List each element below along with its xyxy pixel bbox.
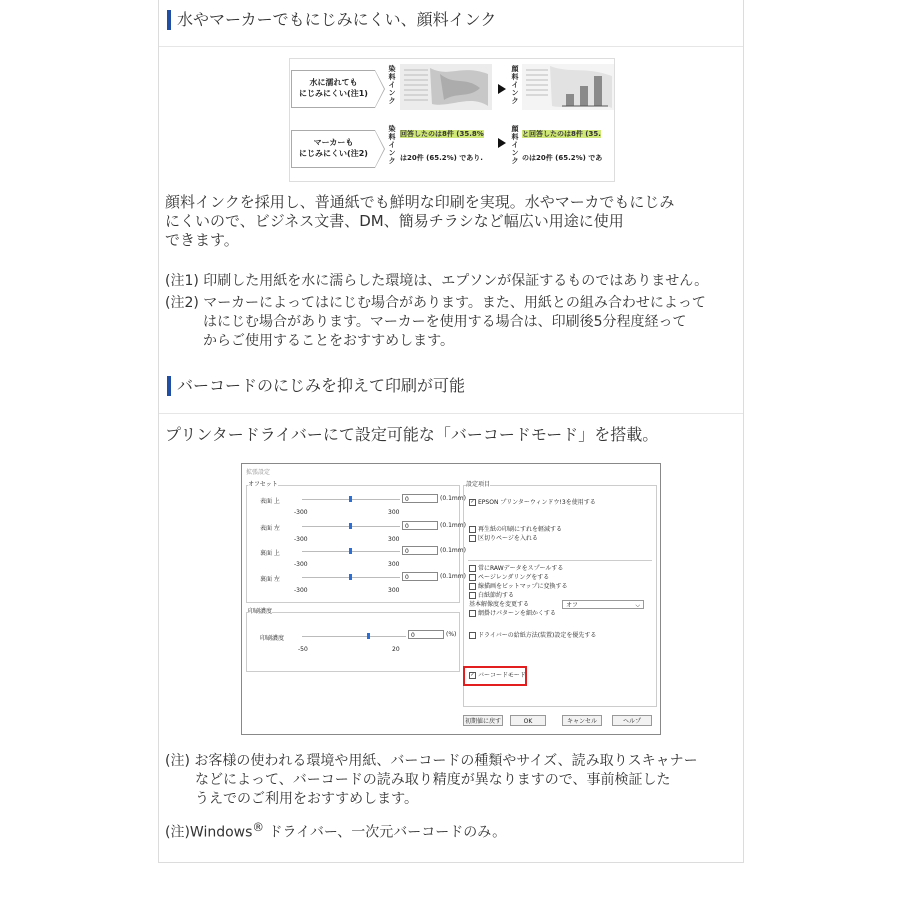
tag-line: 水に濡れても [309,78,358,87]
cancel-button[interactable]: キャンセル [562,715,602,726]
barcode-mode-description: プリンタードライバーにて設定可能な「バーコードモード」を搭載。 [165,425,659,444]
row-label: 裏面 上 [260,550,280,557]
checkbox-label: 再生紙の印刷にすれを軽減する [478,526,563,533]
checkbox-label: ドライバーの給紙方法(装置)設定を優先する [478,632,597,639]
note-line: (注) お客様の使われる環境や用紙、バーコードの種類やサイズ、読み取りスキャナー [165,753,698,769]
unit-label: (0.1mm) [440,573,466,580]
density-group-label: 印刷濃度 [248,608,273,615]
content-panel [158,0,744,863]
offset-value-input[interactable]: 0 [402,572,438,581]
reset-defaults-button[interactable]: 初期値に戻す [463,715,503,726]
row-label: 表面 左 [260,525,280,532]
heading-accent-bar [167,10,171,30]
slider-min: -300 [294,509,308,516]
dialog-title: 拡張設定 [246,469,271,476]
note-line: などによって、バーコードの読み取り精度が異なりますので、事前検証した [195,772,671,788]
separator-page-checkbox[interactable] [469,535,538,543]
resolution-label: 基本解像度を変更する [469,601,530,608]
select-value: オフ [566,602,578,609]
density-slider[interactable] [302,636,406,637]
checkbox-checked-icon: ✓ [470,499,475,505]
smudged-text-image [400,64,492,110]
driver-feed-checkbox[interactable] [469,632,596,640]
density-group [246,612,460,672]
note-line: うえでのご利用をおすすめします。 [195,791,419,807]
row-label: 裏面 左 [260,576,280,583]
slider-min: -50 [298,646,308,653]
heading-text: 水やマーカーでもにじみにくい、顔料インク [177,10,497,29]
note-marker [165,294,706,351]
checkbox-icon [469,632,476,639]
checkbox-label: バーコードモード [478,672,526,679]
tag-line: にじみにくい(注2) [299,149,368,158]
offset-value-input[interactable]: 0 [402,521,438,530]
checkbox-label: 白紙節約する [478,592,515,599]
row-label: 表面 上 [260,498,280,505]
slider-min: -300 [294,536,308,543]
checkbox-label: EPSON プリンターウィンドウ!3を使用する [478,499,596,506]
offset-group-label: オフセット [248,481,278,488]
checkbox-icon [469,535,476,542]
paragraph-line: にくいので、ビジネス文書、DM、簡易チラシなど幅広い用途に使用 [165,212,624,230]
marker-comparison-row [290,121,614,177]
unit-label: (0.1mm) [440,547,466,554]
paragraph-line: できます。 [165,231,239,249]
help-button[interactable]: ヘルプ [612,715,652,726]
slider-min: -300 [294,587,308,594]
checkbox-icon [469,574,476,581]
checkbox-label: 網掛けパターンを細かくする [478,610,556,617]
skip-blank-checkbox[interactable] [469,592,514,600]
heading-accent-bar [167,376,171,396]
water-comparison-row [290,61,614,117]
note-line: (注2) マーカーによってはにじむ場合があります。また、用紙との組み合わせによって [165,295,706,311]
checkbox-icon [469,610,476,617]
note-barcode-accuracy [165,752,698,809]
note-windows-only [165,818,506,843]
note-line: からご使用することをおすすめします。 [203,333,455,349]
slider-max: 20 [392,646,400,653]
section-heading-pigment-ink [163,9,496,31]
section-heading-barcode [163,375,465,397]
note-text: ドライバー、一次元バーコードのみ。 [264,824,507,841]
checkbox-checked-icon: ✓ [470,672,475,678]
note-text: (注)Windows [165,824,253,841]
dye-body-text: は20件 (65.2%) であり. [400,154,483,162]
unit-label: (0.1mm) [440,495,466,502]
checkbox-icon [469,565,476,572]
settings-group-label: 設定項目 [466,481,491,488]
slider-max: 300 [388,587,400,594]
slider-max: 300 [388,561,400,568]
dye-ink-label: 染料インク [388,65,396,105]
checkbox-label: ページレンダリングをする [478,574,550,581]
arrow-right-icon [498,84,506,94]
checkbox-label: 区切りページを入れる [478,535,538,542]
unit-label: (%) [446,631,457,638]
checkbox-icon [469,592,476,599]
barcode-mode-checkbox[interactable] [469,672,526,680]
arrow-right-icon [498,138,506,148]
offset-value-input[interactable]: 0 [402,546,438,555]
tag-line: にじみにくい(注1) [299,89,368,98]
pigment-water-sample-image [522,64,614,110]
raw-spool-checkbox[interactable] [469,565,563,573]
ink-comparison-figure [289,58,615,182]
offset-value-input[interactable]: 0 [402,494,438,503]
bitmap-checkbox[interactable] [469,583,568,591]
bar-chart-document-image [522,64,614,110]
registered-mark: ® [252,820,265,834]
dye-water-sample-image [400,64,492,110]
dye-ink-label: 染料インク [388,125,396,165]
tag-line: マーカーも [313,138,354,147]
ok-button[interactable]: OK [510,715,546,726]
chevron-down-icon: ⌵ [635,602,640,609]
page-rendering-checkbox[interactable] [469,574,549,582]
checkbox-label: 線描画をビットマップに変換する [478,583,568,590]
epson-window-checkbox[interactable] [469,499,596,507]
divider [468,560,652,561]
slider-thumb[interactable] [349,574,352,580]
divider [159,413,743,414]
pigment-ink-description [165,193,674,250]
slider-thumb[interactable] [349,496,352,502]
heading-text: バーコードのにじみを抑えて印刷が可能 [177,376,466,395]
fine-pattern-checkbox[interactable] [469,610,556,618]
note-water: (注1) 印刷した用紙を水に濡らした環境は、エプソンが保証するものではありません。 [165,273,709,289]
slider-thumb[interactable] [349,523,352,529]
resolution-select[interactable] [562,600,644,609]
reuse-paper-checkbox[interactable] [469,526,562,534]
pigment-highlighted-text [522,129,601,139]
slider-max: 300 [388,536,400,543]
note-line: はにじむ場合があります。マーカーを使用する場合は、印刷後5分程度経って [203,314,687,330]
extended-settings-dialog [241,463,661,735]
checkbox-icon [469,583,476,590]
pigment-ink-label: 顔料インク [511,65,519,105]
highlight-text: 回答したのは8件 (35.8% [400,130,484,138]
divider [159,46,743,47]
slider-max: 300 [388,509,400,516]
unit-label: (0.1mm) [440,522,466,529]
paragraph-line: 顔料インクを採用し、普通紙でも鮮明な印刷を実現。水やマーカでもにじみ [165,193,675,211]
marker-resistant-tag [291,130,375,168]
density-value-input[interactable]: 0 [408,630,444,639]
water-resistant-tag [291,70,375,108]
density-label: 印刷濃度 [260,635,285,642]
slider-thumb[interactable] [349,548,352,554]
pigment-body-text: のは20件 (65.2%) であ [522,154,603,162]
checkbox-label: 常にRAWデータをスプールする [478,565,564,572]
pigment-ink-label: 顔料インク [511,125,519,165]
dye-highlighted-text [400,129,484,139]
checkbox-icon [469,526,476,533]
slider-min: -300 [294,561,308,568]
slider-thumb[interactable] [367,633,370,639]
highlight-text: と回答したのは8件 (35. [522,130,601,138]
